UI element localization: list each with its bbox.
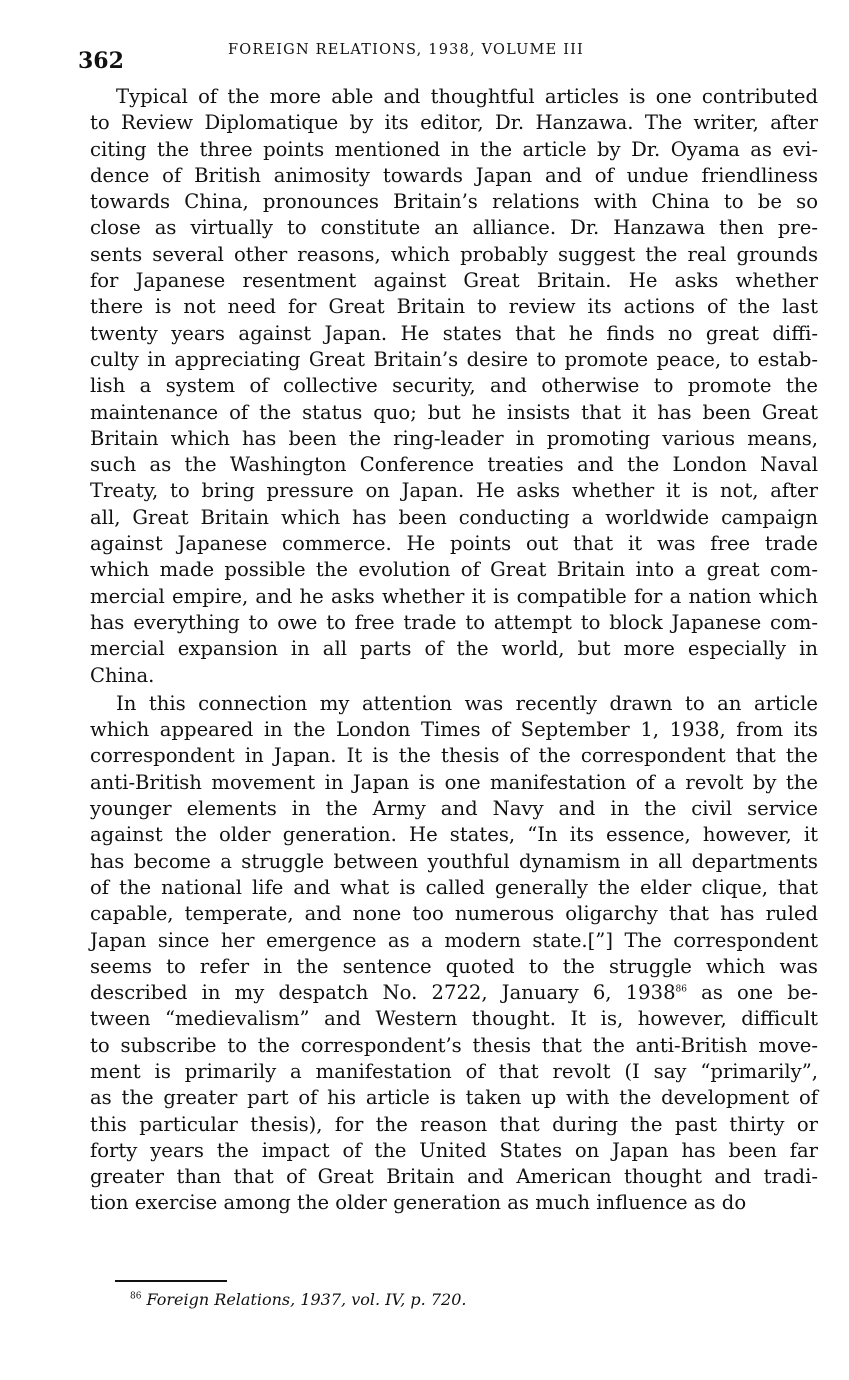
page-header [78,38,818,78]
text-line: has everything to owe to free trade to attempt to block Japanese com- [90,610,818,634]
footnote-reference: 86 [675,984,687,995]
text-line: Britain which has been the ring-leader in promoting various means, [90,426,818,450]
page-number: 362 [78,48,124,74]
text-line: citing the three points mentioned in the article by Dr. Oyama as evi- [90,137,818,161]
text-line: tion exercise among the older generation as much influence as do [90,1191,747,1215]
text-line: such as the Washington Conference treaties and the London Naval [90,453,818,477]
footnote [130,1290,466,1309]
text-line: has become a struggle between youthful dynamism in all departments [90,849,818,873]
text-line: against the older generation. He states, “In its essence, however, it [90,823,818,847]
text-line: to subscribe to the correspondent’s thesis that the anti-British move- [90,1033,818,1057]
text-line: which made possible the evolution of Great Britain into a great com- [90,558,818,582]
text-line: towards China, pronounces Britain’s relations with China to be so [90,190,818,214]
footnote-divider [115,1280,227,1282]
text-line: for Japanese resentment against Great Britain. He asks whether [90,269,818,293]
text-line: there is not need for Great Britain to review its actions of the last [90,295,818,319]
paragraph [90,691,818,1217]
text-line: which appeared in the London Times of September 1, 1938, from its [90,718,818,742]
text-line-fragment: as one be- [687,981,818,1005]
paragraph [90,84,818,689]
text-line: younger elements in the Army and Navy and in the civil service [90,797,818,821]
text-line: China. [90,663,155,687]
text-line: twenty years against Japan. He states that he finds no great diffi- [90,321,818,345]
body-text [90,84,818,1217]
text-line: forty years the impact of the United States on Japan has been far [90,1138,818,1162]
text-line: all, Great Britain which has been conducting a worldwide campaign [90,505,818,529]
text-line: against Japanese commerce. He points out that it was free trade [90,532,818,556]
text-line: maintenance of the status quo; but he insists that it has been Great [90,400,818,424]
text-line: mercial expansion in all parts of the world, but more especially in [90,637,818,661]
text-line: correspondent in Japan. It is the thesis of the correspondent that the [90,744,818,768]
text-line: of the national life and what is called generally the elder clique, that [90,875,818,899]
text-line: culty in appreciating Great Britain’s desire to promote peace, to estab- [90,347,818,371]
text-line-fragment: described in my despatch No. 2722, January 6, 1938 [90,981,676,1005]
text-line: to Review Diplomatique by its editor, Dr. Hanzawa. The writer, after [90,111,818,135]
footnote-marker: 86 [130,1291,142,1302]
text-line: as the greater part of his article is taken up with the development of [90,1086,818,1110]
text-line: this particular thesis), for the reason that during the past thirty or [90,1112,818,1136]
text-line: mercial empire, and he asks whether it is compatible for a nation which [90,584,818,608]
text-line: capable, temperate, and none too numerous oligarchy that has ruled [90,902,818,926]
text-line: Japan since her emergence as a modern state.[”] The correspondent [90,928,818,952]
text-line: Treaty, to bring pressure on Japan. He asks whether it is not, after [90,479,818,503]
text-line [90,980,818,1006]
text-line: Typical of the more able and thoughtful articles is one contributed [116,85,818,108]
text-line: anti-British movement in Japan is one manifestation of a revolt by the [90,770,818,794]
text-line: lish a system of collective security, and otherwise to promote the [90,374,818,398]
text-line: ment is primarily a manifestation of that revolt (I say “primarily”, [90,1059,818,1083]
text-line: In this connection my attention was recently drawn to an article [116,691,818,715]
text-line: tween “medievalism” and Western thought. It is, however, difficult [90,1007,818,1031]
text-line: sents several other reasons, which probably suggest the real grounds [90,242,818,266]
text-line: dence of British animosity towards Japan and of undue friendliness [90,163,818,187]
footnote-text: Foreign Relations, 1937, vol. IV, p. 720. [146,1290,467,1309]
text-line: seems to refer in the sentence quoted to the struggle which was [90,954,818,978]
text-line: close as virtually to constitute an alliance. Dr. Hanzawa then pre- [90,216,818,240]
running-head: FOREIGN RELATIONS, 1938, VOLUME III [228,42,584,58]
text-line: greater than that of Great Britain and American thought and tradi- [90,1165,818,1189]
